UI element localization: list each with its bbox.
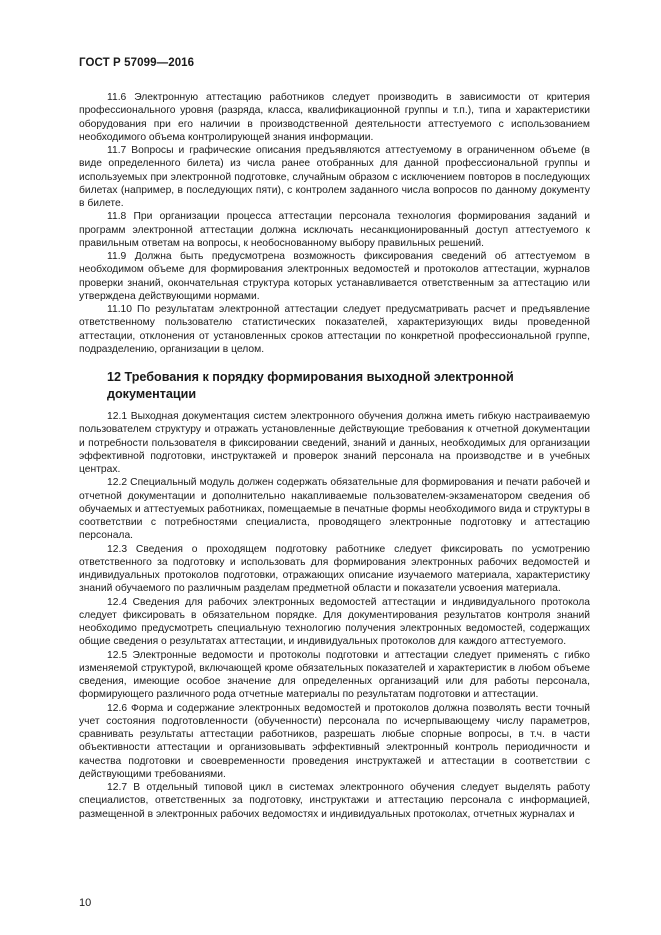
page-number: 10 xyxy=(79,897,92,909)
paragraph-11-8: 11.8 При организации процесса аттестации персонала технология формирования заданий и программ электронной аттестации должна исключать несанкционированный доступ аттестуемого к правильным ответам на вопросы, к необоснованному выбору правильных решений. xyxy=(79,211,590,249)
section-heading-12: 12 Требования к порядку формирования выходной электронной документации xyxy=(107,370,514,401)
paragraph-12-4: 12.4 Сведения для рабочих электронных ведомостей аттестации и индивидуального протокола следует фиксировать в обязательном порядке. Для документирования результатов контроля знаний необходимо предусмотреть специальную технологию получения электронных ведомостей, содержащих общие сведения о результатах аттестации, и индивидуальных протоколов для каждого аттестуемого. xyxy=(79,596,590,648)
paragraph-12-7: 12.7 В отдельный типовой цикл в системах электронного обучения следует выделять работу специалистов, ответственных за подготовку, инструктажи и аттестацию персонала с информацией, размещенной в электронных рабочих ведомостях и индивидуальных протоколах, отчетных журналах и xyxy=(79,782,590,820)
paragraph-12-3: 12.3 Сведения о проходящем подготовку работнике следует фиксировать по усмотрению ответственного за подготовку и использовать для формирования электронных рабочих ведомостей и индивидуальных протоколов подготовки, отражающих описание изучаемого материала, характеристику знаний обучаемого по различным разделам предметной области и показатели усвоения материала. xyxy=(79,543,590,595)
paragraph-11-6: 11.6 Электронную аттестацию работников следует производить в зависимости от критерия профессионального уровня (разряда, класса, квалификационной группы и т.п.), типа и характеристики оборудования при его наличии в производственной деятельности аттестуемого с использованием необходимого объема контролирующей знания информации. xyxy=(79,92,590,143)
paragraph-12-6: 12.6 Форма и содержание электронных ведомостей и протоколов должна позволять вести точный учет состояния подготовленности (обученности) персонала по исчерпывающему числу параметров, сравнивать результаты аттестации работников, разрешать любые спорные вопросы, в т.ч. в части объективности аттестации и организовывать эффективный электронный контроль периодичности и качества подготовки и своевременности проведения инструктажей и аттестации в соответствии с действующими требованиями. xyxy=(79,702,590,780)
paragraph-12-1: 12.1 Выходная документация систем электронного обучения должна иметь гибкую настраиваемую пользователем структуру и отражать установленные действующие требования к отчетной документации и потребности пользователя в фиксировании сведений, знаний и данных, необходимых для организации эффективной подготовки, инструктажей и проверок знаний персонала на производстве и в учебных центрах. xyxy=(79,411,590,475)
paragraph-11-9: 11.9 Должна быть предусмотрена возможность фиксирования сведений об аттестуемом в необходимом объеме для формирования электронных ведомостей и протоколов аттестации, журналов проверки знаний, окончательная структура которых устанавливается ответственным за аттестацию или утверждена действующими нормами. xyxy=(79,251,590,302)
document-header: ГОСТ Р 57099—2016 xyxy=(79,57,195,69)
paragraph-11-7: 11.7 Вопросы и графические описания предъявляются аттестуемому в ограниченном объеме (в виде определенного билета) из числа ранее отобранных для данной профессиональной группы и используемых при электронной подготовке, случайным образом с исключением повторов в последующих билетах (например, в последующих пяти), с контролем заданного числа вопросов по данному документу в билете. xyxy=(79,145,590,209)
document-body xyxy=(79,91,590,821)
paragraph-12-5: 12.5 Электронные ведомости и протоколы подготовки и аттестации следует применять с гибко изменяемой структурой, включающей кроме обязательных показателей и характеристик в любом объеме сведения, имеющие особое значение для определенных организаций или для работы персонала, формирующего различного рода отчетные материалы по результатам подготовки и аттестации. xyxy=(79,649,590,701)
paragraph-12-2: 12.2 Специальный модуль должен содержать обязательные для формирования и печати рабочей и отчетной документации и дополнительно накапливаемые пользователем-экзаменатором сведения об обучаемых и аттестуемых работниках, помещаемые в печатные формы необходимого вида и структуры в соответствии с потребностями специалиста, проводящего электронные подготовку и аттестацию персонала. xyxy=(79,477,590,542)
paragraph-11-10: 11.10 По результатам электронной аттестации следует предусматривать расчет и предъявление ответственному пользователю статистических показателей, характеризующих виды проведенной аттестации, отклонения от установленных сроков аттестации по конкретной профессиональной группе, подразделению, организации в целом. xyxy=(79,304,590,355)
